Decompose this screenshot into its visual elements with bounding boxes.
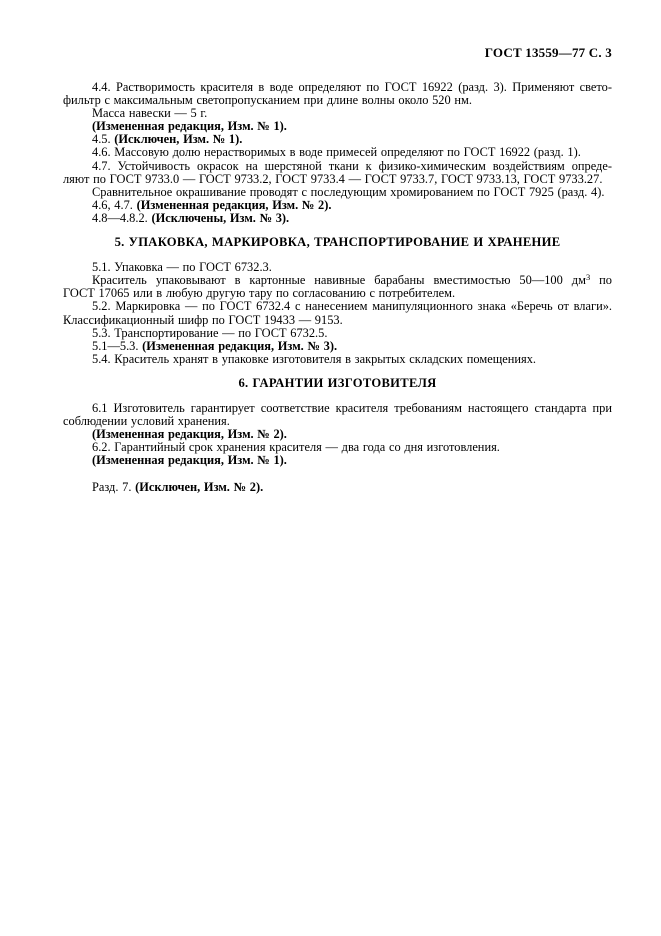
text-run: фильтр с максимальным светопропусканием при длине волны около 520 нм. bbox=[63, 93, 472, 108]
text-run: Сравнительное окрашивание проводят с последующим хромированием по ГОСТ 7925 (разд. 4). bbox=[92, 184, 605, 199]
text-run: 5.4. Краситель хранят в упаковке изготовителя в закрытых складских помещениях. bbox=[92, 351, 537, 366]
text-run: по bbox=[590, 273, 612, 288]
bold-run: (Измененная редакция, Изм. № 2). bbox=[92, 427, 287, 442]
text-run: соблюдении условий хранения. bbox=[63, 414, 230, 429]
text-run: Классификационный шифр по ГОСТ 19433 — 9153. bbox=[63, 312, 343, 327]
text-run: 6.2. Гарантийный срок хранения красителя — два года со дня изготовления. bbox=[92, 440, 500, 455]
page-header: ГОСТ 13559—77 С. 3 bbox=[484, 45, 612, 60]
text-run: 4.6, 4.7. bbox=[92, 197, 137, 212]
text-line bbox=[63, 454, 612, 467]
text-run: ляют по ГОСТ 9733.0 — ГОСТ 9733.2, ГОСТ 9733.4 — ГОСТ 9733.7, ГОСТ 9733.13, ГОСТ 9733.27. bbox=[63, 171, 603, 186]
text-run: 4.8—4.8.2. bbox=[92, 210, 152, 225]
text-run: 6.1 Изготовитель гарантирует соответствие красителя требованиям настоящего стандарта при bbox=[92, 400, 612, 415]
text-run: 5.1—5.3. bbox=[92, 338, 143, 353]
section-heading bbox=[63, 236, 612, 249]
text-run: 4.5. bbox=[92, 132, 115, 147]
text-run: Разд. 7. bbox=[92, 479, 136, 494]
text-run: 4.7. Устойчивость окрасок на шерстяной ткани к физико-химическим воздействиям опреде- bbox=[92, 158, 612, 173]
superscript-text: 3 bbox=[585, 272, 591, 283]
document-body bbox=[63, 81, 612, 494]
section-heading bbox=[63, 377, 612, 390]
bold-run: (Измененная редакция, Изм. № 2). bbox=[136, 197, 332, 212]
text-run: 5.1. Упаковка — по ГОСТ 6732.3. bbox=[92, 260, 272, 275]
text-run: Масса навески — 5 г. bbox=[92, 106, 208, 121]
text-run: 4.6. Массовую долю нерастворимых в воде примесей определяют по ГОСТ 16922 (разд. 1). bbox=[92, 145, 581, 160]
bold-run: (Исключен, Изм. № 1). bbox=[114, 132, 243, 147]
bold-run: 6. ГАРАНТИИ ИЗГОТОВИТЕЛЯ bbox=[238, 375, 437, 390]
bold-run: 5. УПАКОВКА, МАРКИРОВКА, ТРАНСПОРТИРОВАНИЕ И ХРАНЕНИЕ bbox=[114, 235, 561, 250]
bold-run: (Исключен, Изм. № 2). bbox=[135, 479, 264, 494]
text-run: 5.2. Маркировка — по ГОСТ 6732.4 с нанесением манипуляционного знака «Беречь от влаги». bbox=[92, 299, 612, 314]
text-run: 4.4. Растворимость красителя в воде определяют по ГОСТ 16922 (разд. 3). Применяют свето- bbox=[92, 80, 612, 94]
bold-run: (Измененная редакция, Изм. № 1). bbox=[92, 453, 287, 468]
text-run: 5.3. Транспортирование — по ГОСТ 6732.5. bbox=[92, 325, 328, 340]
bold-run: (Измененная редакция, Изм. № 3). bbox=[142, 338, 338, 353]
text-line bbox=[63, 481, 612, 494]
text-run: Краситель упаковывают в картонные навивные барабаны вместимостью 50—100 дм bbox=[92, 273, 586, 288]
bold-run: (Измененная редакция, Изм. № 1). bbox=[92, 119, 287, 134]
text-line bbox=[63, 353, 612, 366]
text-run: ГОСТ 17065 или в любую другую тару по согласованию с потребителем. bbox=[63, 286, 456, 301]
bold-run: (Исключены, Изм. № 3). bbox=[151, 210, 290, 225]
text-line bbox=[63, 212, 612, 225]
